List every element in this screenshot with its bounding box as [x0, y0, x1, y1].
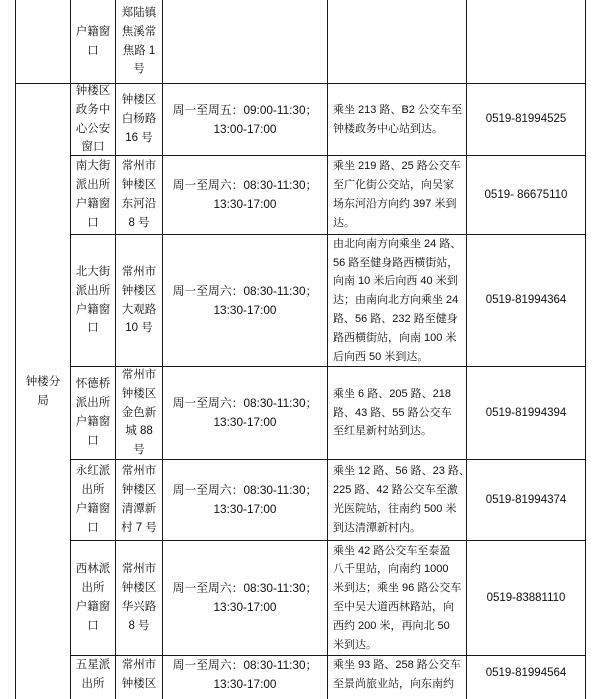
address-cell — [116, 460, 163, 541]
bus-route: 乘坐 213 路、B2 公交车至 钟楼政务中心站到达。 — [333, 103, 462, 135]
phone-number: 0519-81994394 — [485, 406, 567, 419]
police-office-table — [15, 0, 586, 699]
address-cell — [116, 367, 163, 460]
phone-cell — [467, 156, 586, 235]
address: 常州市 钟楼区 华兴路 8 号 — [121, 563, 157, 632]
window-name: 怀德桥 派出所 户籍窗 口 — [75, 378, 111, 447]
address: 钟楼区 白杨路 16 号 — [121, 94, 157, 144]
window-name: 南大街 派出所 户籍窗 口 — [75, 160, 111, 229]
window-name-cell — [71, 84, 116, 156]
bus-route-cell — [328, 84, 467, 156]
phone-number: 0519- 86675110 — [484, 188, 568, 201]
bus-route-cell — [328, 541, 467, 656]
office-hours: 周一至周六：08:30-11:30； 13:30-17:00 — [172, 483, 318, 516]
window-name-cell — [71, 460, 116, 541]
phone-number: 0519-81994374 — [485, 493, 567, 506]
window-name-cell — [71, 235, 116, 367]
district-name: 钟楼分 局 — [25, 375, 61, 407]
address-cell — [116, 0, 163, 84]
window-name: 户籍窗 口 — [75, 25, 111, 57]
office-hours: 周一至周六：08:30-11:30； 13:30-17:00 — [172, 658, 318, 691]
bus-route: 乘坐 93 路、258 路公交车 至景尚旅业站，向东南约 — [333, 659, 461, 690]
phone-cell — [467, 656, 586, 699]
bus-route-cell — [328, 235, 467, 367]
address-cell — [116, 235, 163, 367]
address: 常州市 钟楼区 清潭新 村 7 号 — [121, 465, 157, 534]
hours-cell — [163, 460, 328, 541]
window-name: 永红派 出所 户籍窗 口 — [75, 465, 111, 534]
district-cell — [16, 0, 71, 84]
bus-route: 乘坐 42 路公交车至泰盈 八千里站，向南约 1000 米到达；乘坐 96 路公交车 至中吴大道西林路站，向 西约 200 米，再向北 50 米到达。 — [333, 544, 462, 651]
address-cell — [116, 84, 163, 156]
bus-route-cell — [328, 156, 467, 235]
address-cell — [116, 156, 163, 235]
address: 常州市 钟楼区 大观路 10 号 — [121, 265, 157, 335]
address: 郑陆镇 焦溪常 焦路 1 号 — [121, 6, 157, 76]
phone-number: 0519-83881110 — [486, 591, 566, 604]
bus-route-cell — [328, 0, 467, 84]
window-name-cell — [71, 656, 116, 699]
office-hours: 周一至周六：08:30-11:30； 13:30-17:00 — [172, 581, 318, 614]
phone-number: 0519-81994525 — [485, 113, 567, 126]
phone-number: 0519-81994564 — [485, 667, 567, 679]
address: 常州市 钟楼区 东河沿 8 号 — [121, 160, 157, 229]
window-name: 钟楼区 政务中 心公安 窗口 — [75, 84, 111, 154]
hours-cell — [163, 156, 328, 235]
hours-cell — [163, 0, 328, 84]
bus-route-cell — [328, 367, 467, 460]
phone-cell — [467, 460, 586, 541]
phone-cell — [467, 367, 586, 460]
bus-route-cell — [328, 656, 467, 699]
hours-cell — [163, 84, 328, 156]
bus-route: 乘坐 6 路、205 路、218 路、43 路、55 路公交车 至红星新村站到达。 — [333, 387, 452, 438]
hours-cell — [163, 367, 328, 460]
office-hours: 周一至周五：09:00-11:30； 13:00-17:00 — [172, 102, 318, 136]
window-name: 西林派 出所 户籍窗 口 — [75, 563, 111, 632]
phone-cell — [467, 0, 586, 84]
phone-cell — [467, 541, 586, 656]
phone-number: 0519-81994364 — [485, 294, 567, 307]
address: 常州市 钟楼区 金色新 城 88 号 — [121, 369, 157, 457]
window-name: 北大街 派出所 户籍窗 口 — [75, 265, 111, 335]
address-cell — [116, 656, 163, 699]
hours-cell — [163, 656, 328, 699]
bus-route: 乘坐 219 路、25 路公交车 至广化街公交站，向吴家 场东河沿方向约 397 米到 达。 — [333, 160, 461, 229]
hours-cell — [163, 235, 328, 367]
window-name: 五星派 出所 — [75, 659, 111, 690]
office-hours: 周一至周六：08:30-11:30； 13:30-17:00 — [172, 283, 318, 317]
address-cell — [116, 541, 163, 656]
phone-cell — [467, 235, 586, 367]
district-cell — [16, 84, 71, 699]
bus-route-cell — [328, 460, 470, 541]
window-name-cell — [71, 367, 116, 460]
hours-cell — [163, 541, 328, 656]
office-hours: 周一至周六：08:30-11:30； 13:30-17:00 — [172, 396, 318, 429]
window-name-cell — [71, 0, 116, 84]
address: 常州市 钟楼区 — [121, 659, 157, 690]
bus-route: 乘坐 12 路、56 路、23 路、 225 路、42 路公交车至激 光医院站，往南约 500 米 到达清潭新村内。 — [333, 465, 470, 534]
office-hours: 周一至周六：08:30-11:30； 13:30-17:00 — [172, 178, 318, 211]
window-name-cell — [71, 541, 116, 656]
phone-cell — [467, 84, 586, 156]
bus-route: 由北向南方向乘坐 24 路、 56 路至健身路西横街站， 向南 10 米后向西 40 米到 达；由南向北方向乘坐 24 路、56 路、232 路至健身 路西横街站，向南 100 米 后向西 50 米到达。 — [333, 237, 462, 363]
window-name-cell — [71, 156, 116, 235]
